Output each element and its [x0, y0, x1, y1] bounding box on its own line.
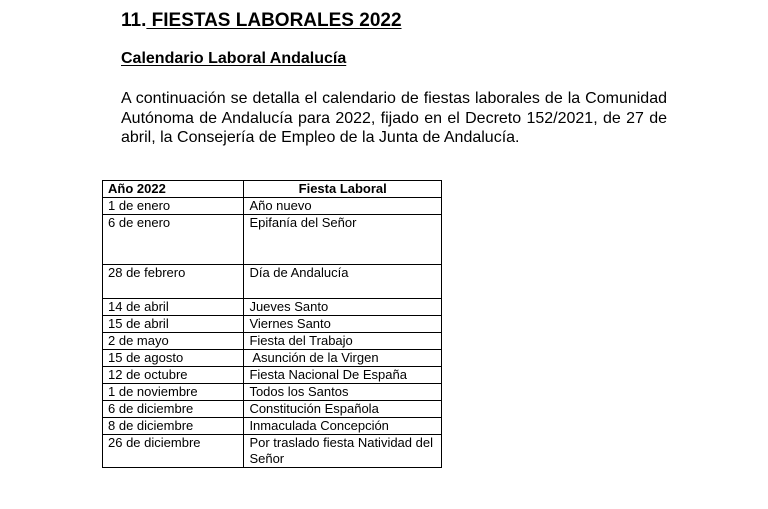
date-cell: 26 de diciembre: [103, 435, 244, 468]
holiday-cell: Fiesta del Trabajo: [244, 333, 442, 350]
table-row: [103, 316, 442, 333]
table-row: [103, 333, 442, 350]
table-row: [103, 384, 442, 401]
date-cell: 28 de febrero: [103, 265, 244, 299]
date-cell: 6 de enero: [103, 215, 244, 265]
date-cell: 14 de abril: [103, 299, 244, 316]
holiday-cell: Todos los Santos: [244, 384, 442, 401]
subsection-title: Calendario Laboral Andalucía: [121, 50, 347, 67]
table-row: [103, 350, 442, 367]
table-row: [103, 265, 442, 299]
holiday-cell: Asunción de la Virgen: [244, 350, 442, 367]
holiday-cell: Jueves Santo: [244, 299, 442, 316]
section-heading: [121, 9, 402, 33]
date-cell: 1 de enero: [103, 198, 244, 215]
date-cell: 12 de octubre: [103, 367, 244, 384]
holiday-cell: Viernes Santo: [244, 316, 442, 333]
holiday-table: [102, 180, 442, 468]
section-number: 11.: [121, 10, 147, 31]
date-cell: 15 de abril: [103, 316, 244, 333]
holiday-cell: Epifanía del Señor: [244, 215, 442, 265]
date-cell: 2 de mayo: [103, 333, 244, 350]
holiday-cell: Constitución Española: [244, 401, 442, 418]
intro-paragraph: A continuación se detalla el calendario de fiestas laborales de la Comunidad Autónoma de Andalucía para 2022, fijado en el Decreto 152/2021, de 27 de abril, la Consejería de Empleo de la Junta de Andalucía.: [121, 90, 667, 146]
table-row: [103, 418, 442, 435]
date-cell: 15 de agosto: [103, 350, 244, 367]
holiday-cell: Año nuevo: [244, 198, 442, 215]
table-header-row: [103, 181, 442, 198]
column-header-holiday: Fiesta Laboral: [244, 181, 442, 198]
date-cell: 8 de diciembre: [103, 418, 244, 435]
table-row: [103, 435, 442, 468]
table-row: [103, 198, 442, 215]
table-row: [103, 367, 442, 384]
date-cell: 1 de noviembre: [103, 384, 244, 401]
table-row: [103, 299, 442, 316]
holiday-cell: Inmaculada Concepción: [244, 418, 442, 435]
column-header-year: Año 2022: [103, 181, 244, 198]
holiday-cell: Por traslado fiesta Natividad del Señor: [244, 435, 442, 468]
holiday-cell: Día de Andalucía: [244, 265, 442, 299]
date-cell: 6 de diciembre: [103, 401, 244, 418]
holiday-cell: Fiesta Nacional De España: [244, 367, 442, 384]
table-row: [103, 215, 442, 265]
section-title: FIESTAS LABORALES 2022: [146, 10, 402, 31]
table-row: [103, 401, 442, 418]
